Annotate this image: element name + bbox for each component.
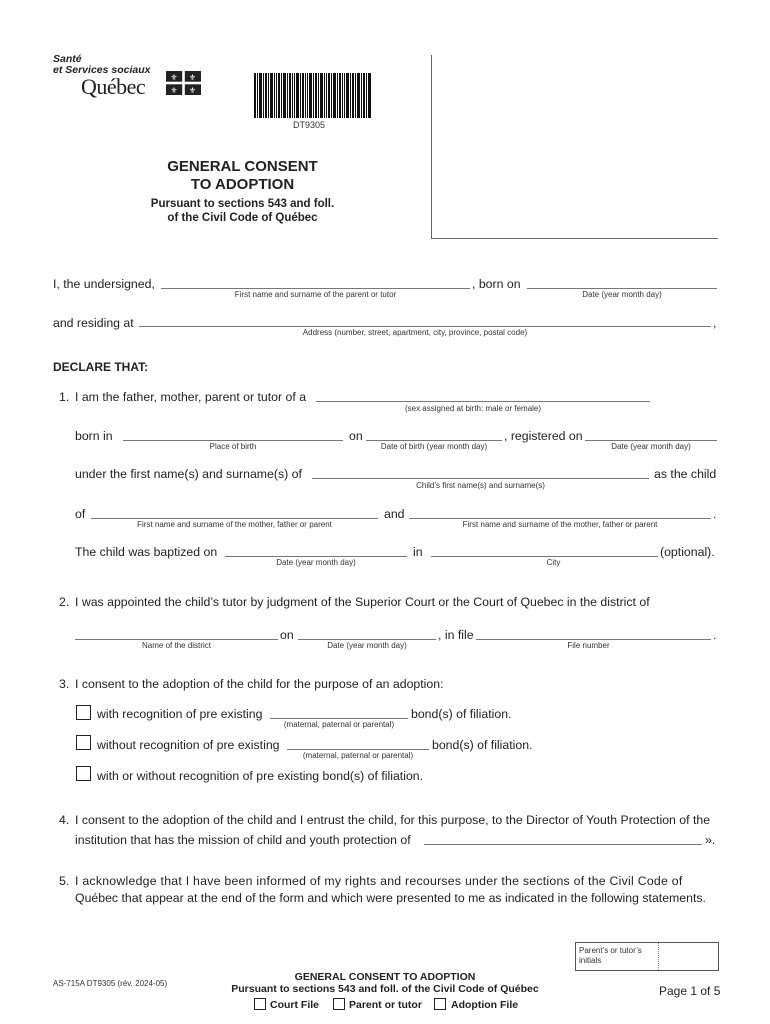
s2-period: . (713, 628, 717, 642)
child-sex-caption: (sex assigned at birth: male or female) (404, 404, 542, 413)
parents-period: . (713, 507, 717, 521)
child-name-field[interactable] (312, 478, 649, 479)
no-recognition-bond-field[interactable] (287, 749, 429, 750)
parent1-name-caption: First name and surname of the mother, father or parent (137, 520, 332, 529)
in-file-label: , in file (438, 628, 474, 642)
form-title-line2: TO ADOPTION (190, 176, 295, 193)
registration-date-field[interactable] (585, 440, 717, 441)
s3-text: I consent to the adoption of the child for the purpose of an adoption: (75, 677, 444, 691)
svg-text:⚜: ⚜ (188, 73, 197, 82)
form-reference: AS-715A DT9305 (rév. 2024-05) (53, 979, 168, 988)
initials-box[interactable] (575, 942, 719, 971)
address-caption: Address (number, street, apartment, city, province, postal code) (302, 328, 528, 337)
no-recognition-label: without recognition of pre existing (97, 738, 280, 752)
parent-birth-date-field[interactable] (527, 288, 717, 289)
of-label: of (75, 507, 86, 521)
initials-divider (658, 943, 659, 970)
s4-start-quote: « (422, 833, 429, 847)
address-field[interactable] (139, 326, 711, 327)
court-file-label: Court File (270, 999, 319, 1011)
under-names-label: under the first name(s) and surname(s) of (75, 467, 302, 481)
adoption-file-label: Adoption File (451, 999, 519, 1011)
recognition-bond-caption: (maternal, paternal or parental) (283, 720, 395, 729)
optional-label: (optional). (660, 545, 715, 559)
no-recognition-bond-caption: (maternal, paternal or parental) (302, 751, 414, 760)
svg-text:⚜: ⚜ (188, 86, 197, 95)
ministry-logo (53, 53, 203, 103)
address-comma: , (713, 316, 717, 330)
child-birthplace-caption: Place of birth (209, 442, 257, 451)
child-sex-field[interactable] (316, 401, 650, 402)
s1-text: I am the father, mother, parent or tutor of a (75, 390, 307, 404)
judgment-date-field[interactable] (298, 639, 436, 640)
s3-number: 3. (59, 677, 70, 691)
baptism-city-field[interactable] (431, 556, 658, 557)
svg-text:⚜: ⚜ (170, 73, 178, 82)
office-use-frame (431, 55, 718, 239)
page-number: Page 1 of 5 (659, 984, 721, 998)
district-caption: Name of the district (142, 641, 211, 650)
baptized-label: The child was baptized on (75, 545, 218, 559)
form-title-line1: GENERAL CONSENT (167, 158, 318, 175)
s5-line2: Québec that appear at the end of the form and which were presented to me as indicated in the following statements. (75, 891, 706, 905)
file-number-caption: File number (567, 641, 610, 650)
footer-title-line2: Pursuant to sections 543 and foll. of the Civil Code of Québec (231, 983, 539, 995)
registered-on-label: , registered on (504, 429, 583, 443)
on-label: on (349, 429, 363, 443)
ministry-name-line1: Santé (53, 53, 82, 65)
s5-line1: I acknowledge that I have been informed of my rights and recourses under the sections of the Civil Code of (75, 874, 683, 888)
either-recognition-checkbox[interactable] (76, 766, 91, 781)
s4-end: ». (705, 833, 716, 847)
s4-line2: institution that has the mission of child and youth protection of (75, 833, 411, 847)
parent-name-caption: First name and surname of the parent or tutor (234, 290, 397, 299)
child-dob-field[interactable] (366, 440, 502, 441)
institution-field[interactable] (424, 844, 702, 845)
recognition-end-label: bond(s) of filiation. (411, 707, 512, 721)
declare-heading: DECLARE THAT: (53, 360, 149, 374)
born-on-label: , born on (472, 277, 521, 291)
s2-on-label: on (280, 628, 294, 642)
recognition-checkbox[interactable] (76, 705, 91, 720)
born-in-label: born in (75, 429, 113, 443)
footer-title (196, 971, 574, 995)
initials-label: Parent’s or tutor’s initials (579, 946, 642, 965)
barcode-image (254, 73, 372, 118)
province-wordmark: Québec (81, 74, 146, 99)
form-code: DT9305 (293, 120, 326, 130)
parent-birth-date-caption: Date (year month day) (582, 290, 662, 299)
in-label: in (413, 545, 423, 559)
parent-name-field[interactable] (161, 288, 470, 289)
s4-number: 4. (59, 813, 70, 827)
as-child-label: as the child (654, 467, 717, 481)
judgment-date-caption: Date (year month day) (327, 641, 407, 650)
svg-text:⚜: ⚜ (170, 86, 178, 95)
baptism-date-field[interactable] (225, 556, 407, 557)
parent-tutor-checkbox[interactable] (333, 998, 345, 1010)
child-birthplace-field[interactable] (123, 440, 343, 441)
no-recognition-checkbox[interactable] (76, 735, 91, 750)
footer-title-line1: GENERAL CONSENT TO ADOPTION (294, 971, 476, 983)
quebec-flag-icon (166, 71, 201, 95)
file-number-field[interactable] (476, 639, 711, 640)
ministry-name-line2: et Services sociaux (53, 64, 151, 76)
form-title (100, 158, 385, 224)
parent-tutor-label: Parent or tutor (349, 999, 422, 1011)
no-recognition-end-label: bond(s) of filiation. (432, 738, 533, 752)
parent2-name-field[interactable] (409, 518, 711, 519)
recognition-bond-field[interactable] (270, 718, 408, 719)
s5-number: 5. (59, 874, 70, 888)
i-undersigned-label: I, the undersigned, (53, 277, 155, 291)
parent1-name-field[interactable] (91, 518, 378, 519)
parent2-name-caption: First name and surname of the mother, father or parent (462, 520, 658, 529)
residing-label: and residing at (53, 316, 134, 330)
s2-text: I was appointed the child’s tutor by judgment of the Superior Court or the Court of Quebec in the district of (75, 595, 650, 609)
s1-number: 1. (59, 390, 70, 404)
adoption-file-checkbox[interactable] (434, 998, 446, 1010)
s4-line1: I consent to the adoption of the child and I entrust the child, for this purpose, to the Director of Youth Protection of the (75, 813, 711, 827)
registration-date-caption: Date (year month day) (611, 442, 691, 451)
district-field[interactable] (75, 639, 278, 640)
form-subtitle-line1: Pursuant to sections 543 and foll. (150, 198, 335, 210)
child-name-caption: Child’s first name(s) and surname(s) (416, 481, 545, 490)
form-subtitle-line2: of the Civil Code of Québec (167, 212, 318, 224)
and-label: and (384, 507, 405, 521)
baptism-city-caption: City (546, 558, 561, 567)
recognition-label: with recognition of pre existing (97, 707, 263, 721)
child-dob-caption: Date of birth (year month day) (380, 442, 488, 451)
either-recognition-label: with or without recognition of pre existing bond(s) of filiation. (97, 769, 424, 783)
s2-number: 2. (59, 595, 70, 609)
baptism-date-caption: Date (year month day) (276, 558, 356, 567)
court-file-checkbox[interactable] (254, 998, 266, 1010)
